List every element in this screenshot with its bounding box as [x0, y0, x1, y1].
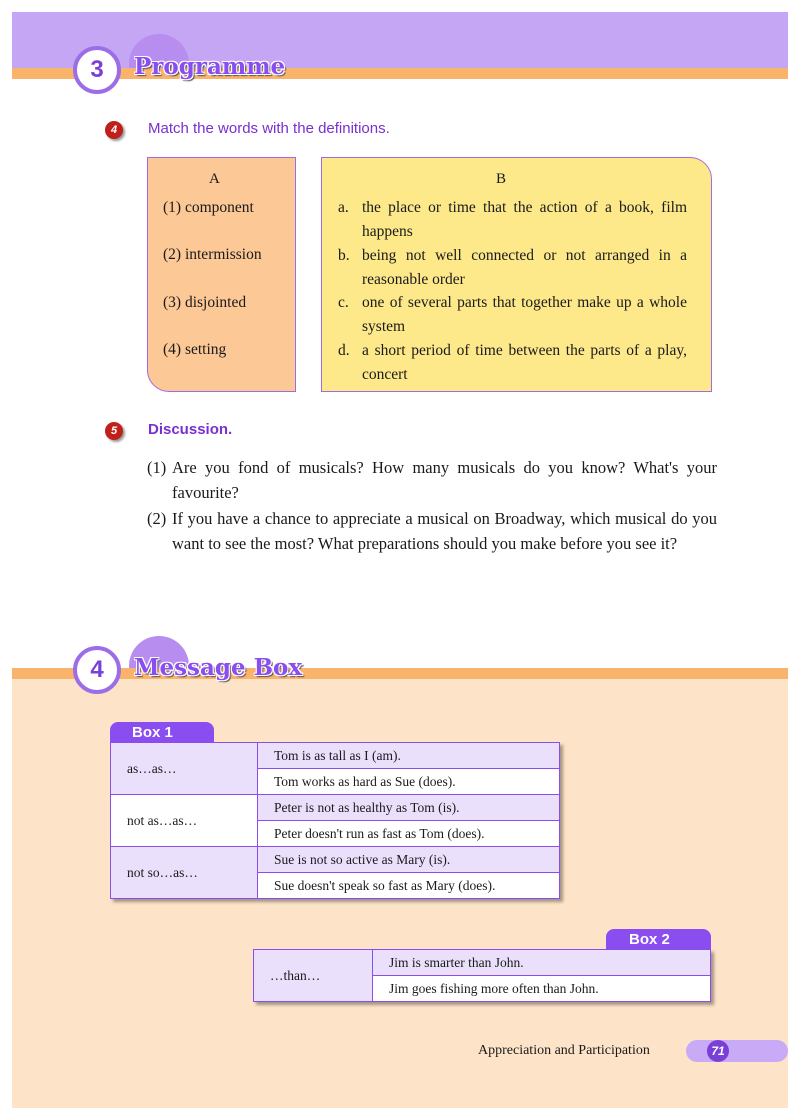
example-sentence: Jim goes fishing more often than John. [373, 976, 711, 1002]
section-number-badge [73, 46, 121, 94]
column-a-header: A [209, 171, 220, 187]
page-number-text: 71 [711, 1044, 725, 1058]
word-item: (4) setting [163, 341, 227, 358]
definition-letter: d. [338, 342, 350, 359]
example-sentence: Peter is not as healthy as Tom (is). [258, 795, 560, 821]
question-text: Are you fond of musicals? How many musicals do you know? What's your favourite? [172, 458, 717, 502]
structure-label: not so…as… [111, 847, 258, 899]
column-a-box [147, 157, 296, 392]
footer-title: Appreciation and Participation [478, 1043, 650, 1058]
word-item: (1) component [163, 199, 254, 216]
page-number [707, 1040, 729, 1062]
structure-label: …than… [254, 950, 373, 1002]
word-item: (2) intermission [163, 246, 262, 263]
section-number: 3 [90, 56, 104, 83]
table-row [111, 847, 560, 873]
definition-letter: a. [338, 199, 349, 216]
column-b-header: B [496, 171, 507, 187]
definition-text: a short period of time between the parts of a play, concert [362, 342, 687, 383]
question-text: If you have a chance to appreciate a musical on Broadway, which musical do you want to see the most? What preparations should you make before you see it? [172, 509, 717, 553]
question-number: (1) [147, 458, 167, 477]
example-sentence: Sue is not so active as Mary (is). [258, 847, 560, 873]
page-number-pill [686, 1040, 788, 1062]
definition-letter: b. [338, 247, 350, 264]
question-number: (2) [147, 509, 167, 528]
definition-text: one of several parts that together make up a whole system [362, 294, 687, 335]
activity-badge [105, 422, 123, 440]
section-number-badge [73, 646, 121, 694]
section-title: Message Box [134, 654, 303, 681]
header-stripe [12, 668, 788, 679]
box1-tab: Box 1 [110, 722, 214, 742]
table-row [111, 743, 560, 769]
example-sentence: Jim is smarter than John. [373, 950, 711, 976]
activity-number: 4 [110, 124, 118, 136]
definition-text: being not well connected or not arranged in a reasonable order [362, 247, 687, 288]
section-title: Programme [134, 53, 286, 80]
definition-text: the place or time that the action of a book, film happens [362, 199, 687, 240]
column-b-box [321, 157, 712, 392]
header-stripe [12, 68, 788, 79]
example-sentence: Peter doesn't run as fast as Tom (does). [258, 821, 560, 847]
box2-table [253, 949, 711, 1002]
example-sentence: Sue doesn't speak so fast as Mary (does). [258, 873, 560, 899]
structure-label: not as…as… [111, 795, 258, 847]
table-row [111, 795, 560, 821]
example-sentence: Tom works as hard as Sue (does). [258, 769, 560, 795]
example-sentence: Tom is as tall as I (am). [258, 743, 560, 769]
activity-instruction: Discussion. [148, 421, 233, 438]
box1-table [110, 742, 560, 899]
activity-number: 5 [110, 425, 118, 437]
activity-instruction: Match the words with the definitions. [148, 120, 390, 137]
word-item: (3) disjointed [163, 294, 247, 311]
structure-label: as…as… [111, 743, 258, 795]
activity-badge [105, 121, 123, 139]
definition-letter: c. [338, 294, 349, 311]
box2-tab: Box 2 [606, 929, 711, 949]
section-number: 4 [90, 656, 104, 683]
table-row [254, 950, 711, 976]
